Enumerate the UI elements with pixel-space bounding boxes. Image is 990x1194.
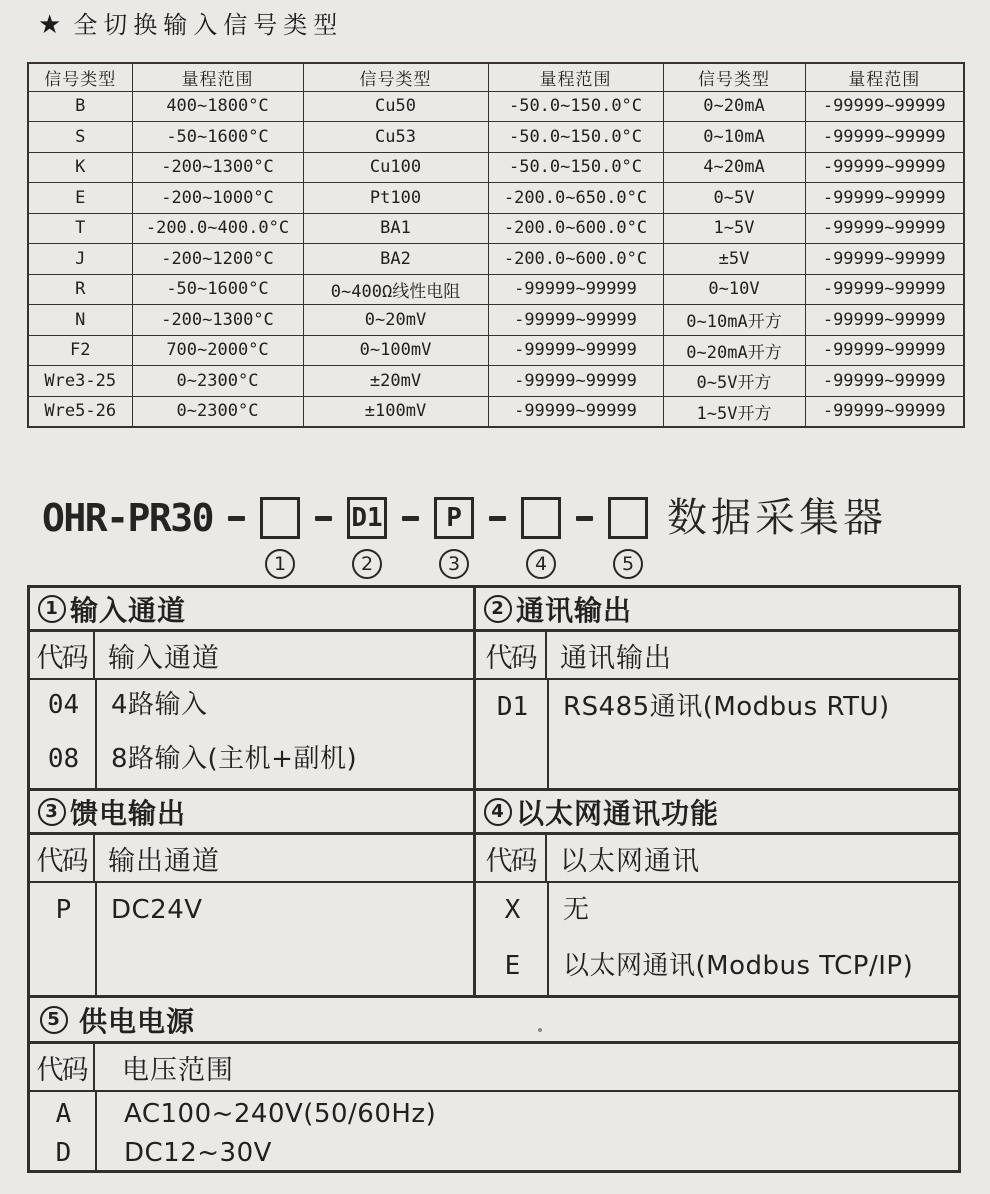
section-title bbox=[30, 998, 958, 1044]
section-title-text: 以太网通讯功能 bbox=[516, 796, 720, 830]
section-input-channel bbox=[30, 588, 473, 788]
signal-cell: Cu53 bbox=[303, 122, 488, 153]
circled-number-2-icon: 2 bbox=[352, 549, 382, 579]
signal-cell: -50.0~150.0°C bbox=[488, 152, 663, 183]
signal-cell: -99999~99999 bbox=[805, 274, 964, 305]
option-code: D1 bbox=[496, 692, 529, 722]
signal-cell: -99999~99999 bbox=[805, 122, 964, 153]
signal-cell: -99999~99999 bbox=[805, 183, 964, 214]
section-title bbox=[476, 791, 958, 835]
signal-column-header: 量程范围 bbox=[132, 63, 303, 91]
model-segment-5 bbox=[608, 497, 648, 579]
circled-number-4-icon: 4 bbox=[526, 549, 556, 579]
section-title-text: 输入通道 bbox=[70, 593, 187, 627]
circled-number-3-icon: 3 bbox=[38, 798, 66, 826]
section-header-row bbox=[476, 632, 958, 680]
dash-separator bbox=[489, 516, 506, 521]
signal-cell: 0~400Ω线性电阻 bbox=[303, 274, 488, 305]
option-row bbox=[30, 1136, 958, 1170]
option-code: 04 bbox=[47, 690, 80, 720]
signal-table-header-row bbox=[28, 63, 964, 91]
signal-row bbox=[28, 274, 964, 305]
section-power-supply bbox=[30, 998, 958, 1170]
signal-cell: -99999~99999 bbox=[805, 213, 964, 244]
option-code: D bbox=[55, 1138, 72, 1168]
column-divider bbox=[95, 883, 97, 995]
signal-row bbox=[28, 396, 964, 427]
signal-row bbox=[28, 335, 964, 366]
model-segment-4 bbox=[521, 497, 561, 579]
ordering-band-3 bbox=[30, 998, 958, 1170]
signal-cell: 0~10mA开方 bbox=[663, 305, 805, 336]
signal-cell: -99999~99999 bbox=[488, 335, 663, 366]
signal-cell: 0~10mA bbox=[663, 122, 805, 153]
signal-cell: -200~1300°C bbox=[132, 152, 303, 183]
signal-cell: 1~5V开方 bbox=[663, 396, 805, 427]
signal-cell: ±20mV bbox=[303, 366, 488, 397]
model-ordering-diagram bbox=[42, 490, 887, 579]
circled-number-4-icon: 4 bbox=[484, 798, 512, 826]
signal-cell: 0~5V bbox=[663, 183, 805, 214]
signal-type-table bbox=[27, 62, 965, 428]
page-title-text: 全切换输入信号类型 bbox=[73, 11, 344, 39]
model-prefix: OHR-PR30 bbox=[42, 496, 214, 540]
signal-row bbox=[28, 91, 964, 122]
model-box-5 bbox=[608, 497, 648, 539]
signal-cell: 4~20mA bbox=[663, 152, 805, 183]
signal-cell: 1~5V bbox=[663, 213, 805, 244]
signal-cell: N bbox=[28, 305, 132, 336]
signal-cell: Cu100 bbox=[303, 152, 488, 183]
signal-cell: Pt100 bbox=[303, 183, 488, 214]
model-box-1 bbox=[260, 497, 300, 539]
signal-cell: -200.0~650.0°C bbox=[488, 183, 663, 214]
signal-cell: 0~2300°C bbox=[132, 366, 303, 397]
section-title bbox=[476, 588, 958, 632]
section-body bbox=[476, 883, 958, 995]
section-title-text: 供电电源 bbox=[79, 1004, 196, 1038]
label-column-header: 通讯输出 bbox=[560, 642, 672, 674]
page-title bbox=[38, 8, 343, 42]
signal-cell: 0~20mA bbox=[663, 91, 805, 122]
model-segment-2 bbox=[347, 497, 387, 579]
signal-column-header: 信号类型 bbox=[663, 63, 805, 91]
signal-cell: F2 bbox=[28, 335, 132, 366]
signal-cell: BA2 bbox=[303, 244, 488, 275]
option-label: AC100~240V(50/60Hz) bbox=[124, 1099, 437, 1129]
signal-cell: -99999~99999 bbox=[805, 244, 964, 275]
section-title bbox=[30, 588, 473, 632]
signal-row bbox=[28, 152, 964, 183]
code-column-header: 代码 bbox=[476, 835, 547, 881]
circled-number-1-icon: 1 bbox=[38, 595, 66, 623]
option-code: E bbox=[504, 951, 521, 981]
option-code: X bbox=[504, 895, 521, 925]
signal-cell: -99999~99999 bbox=[488, 305, 663, 336]
section-title-text: 通讯输出 bbox=[516, 593, 633, 627]
option-label: 以太网通讯(Modbus TCP/IP) bbox=[563, 951, 914, 981]
signal-cell: -99999~99999 bbox=[488, 396, 663, 427]
option-label: 无 bbox=[563, 895, 590, 925]
signal-row bbox=[28, 183, 964, 214]
section-header-row bbox=[30, 1044, 958, 1092]
signal-cell: 700~2000°C bbox=[132, 335, 303, 366]
section-transmitter-power bbox=[30, 791, 473, 995]
signal-row bbox=[28, 244, 964, 275]
signal-cell: E bbox=[28, 183, 132, 214]
signal-cell: 0~10V bbox=[663, 274, 805, 305]
signal-column-header: 信号类型 bbox=[28, 63, 132, 91]
signal-cell: B bbox=[28, 91, 132, 122]
signal-cell: 400~1800°C bbox=[132, 91, 303, 122]
signal-cell: Wre5-26 bbox=[28, 396, 132, 427]
signal-cell: T bbox=[28, 213, 132, 244]
signal-cell: BA1 bbox=[303, 213, 488, 244]
code-column-header: 代码 bbox=[30, 632, 95, 678]
column-divider bbox=[547, 680, 549, 788]
signal-cell: -99999~99999 bbox=[805, 152, 964, 183]
model-segment-1 bbox=[260, 497, 300, 579]
circled-number-5-icon: 5 bbox=[613, 549, 643, 579]
signal-cell: -200.0~400.0°C bbox=[132, 213, 303, 244]
signal-cell: -200~1300°C bbox=[132, 305, 303, 336]
section-body bbox=[30, 1092, 958, 1170]
code-column-header: 代码 bbox=[30, 835, 95, 881]
label-column-header: 输出通道 bbox=[108, 845, 220, 877]
section-body bbox=[30, 680, 473, 788]
option-code: A bbox=[55, 1099, 72, 1129]
section-body bbox=[476, 680, 958, 788]
signal-cell: -50.0~150.0°C bbox=[488, 122, 663, 153]
signal-cell: -99999~99999 bbox=[805, 91, 964, 122]
section-title bbox=[30, 791, 473, 835]
option-label: RS485通讯(Modbus RTU) bbox=[563, 692, 890, 722]
column-divider bbox=[95, 1092, 97, 1170]
model-segment-3 bbox=[434, 497, 474, 579]
signal-column-header: 量程范围 bbox=[488, 63, 663, 91]
ordering-band-1 bbox=[30, 588, 958, 791]
signal-cell: 0~20mV bbox=[303, 305, 488, 336]
dash-separator bbox=[402, 516, 419, 521]
signal-cell: J bbox=[28, 244, 132, 275]
label-column-header: 以太网通讯 bbox=[560, 845, 700, 877]
model-suffix: 数据采集器 bbox=[667, 495, 888, 541]
model-box-2: D1 bbox=[347, 497, 387, 539]
section-title-text: 馈电输出 bbox=[70, 796, 187, 830]
model-box-3: P bbox=[434, 497, 474, 539]
signal-cell: -99999~99999 bbox=[805, 335, 964, 366]
signal-row bbox=[28, 366, 964, 397]
signal-cell: 0~5V开方 bbox=[663, 366, 805, 397]
label-column-header: 电压范围 bbox=[122, 1054, 234, 1086]
circled-number-1-icon: 1 bbox=[265, 549, 295, 579]
signal-cell: Wre3-25 bbox=[28, 366, 132, 397]
option-label: DC12~30V bbox=[124, 1138, 272, 1168]
dash-separator bbox=[228, 516, 245, 521]
signal-column-header: 量程范围 bbox=[805, 63, 964, 91]
circled-number-2-icon: 2 bbox=[484, 595, 512, 623]
column-divider bbox=[95, 680, 97, 788]
option-label: DC24V bbox=[111, 895, 203, 925]
signal-cell: -200.0~600.0°C bbox=[488, 244, 663, 275]
circled-number-3-icon: 3 bbox=[439, 549, 469, 579]
signal-cell: -50~1600°C bbox=[132, 122, 303, 153]
print-artifact-dot bbox=[538, 1028, 542, 1032]
signal-cell: -99999~99999 bbox=[805, 396, 964, 427]
signal-cell: 0~2300°C bbox=[132, 396, 303, 427]
signal-cell: -99999~99999 bbox=[805, 366, 964, 397]
signal-cell: -50.0~150.0°C bbox=[488, 91, 663, 122]
signal-cell: -200.0~600.0°C bbox=[488, 213, 663, 244]
signal-cell: -200~1200°C bbox=[132, 244, 303, 275]
signal-cell: 0~100mV bbox=[303, 335, 488, 366]
signal-cell: -50~1600°C bbox=[132, 274, 303, 305]
signal-cell: R bbox=[28, 274, 132, 305]
signal-cell: -200~1000°C bbox=[132, 183, 303, 214]
signal-table-body bbox=[28, 91, 964, 427]
star-icon: ★ bbox=[38, 10, 62, 40]
column-divider bbox=[547, 883, 549, 995]
dash-separator bbox=[576, 516, 593, 521]
section-ethernet bbox=[476, 791, 958, 995]
circled-number-5-icon: 5 bbox=[40, 1006, 68, 1034]
signal-column-header: 信号类型 bbox=[303, 63, 488, 91]
dash-separator bbox=[315, 516, 332, 521]
section-header-row bbox=[30, 632, 473, 680]
signal-cell: K bbox=[28, 152, 132, 183]
section-body bbox=[30, 883, 473, 995]
label-column-header: 输入通道 bbox=[108, 642, 220, 674]
signal-cell: Cu50 bbox=[303, 91, 488, 122]
signal-row bbox=[28, 122, 964, 153]
signal-cell: -99999~99999 bbox=[488, 366, 663, 397]
code-column-header: 代码 bbox=[476, 632, 547, 678]
signal-cell: ±100mV bbox=[303, 396, 488, 427]
option-row bbox=[30, 1092, 958, 1136]
signal-cell: 0~20mA开方 bbox=[663, 335, 805, 366]
model-box-4 bbox=[521, 497, 561, 539]
section-header-row bbox=[30, 835, 473, 883]
signal-row bbox=[28, 213, 964, 244]
signal-cell: -99999~99999 bbox=[805, 305, 964, 336]
ordering-table bbox=[27, 585, 961, 1173]
section-comm-output bbox=[476, 588, 958, 788]
code-column-header: 代码 bbox=[30, 1044, 95, 1090]
option-code: P bbox=[55, 895, 72, 925]
signal-cell: ±5V bbox=[663, 244, 805, 275]
option-code: 08 bbox=[47, 744, 80, 774]
ordering-band-2 bbox=[30, 791, 958, 998]
option-label: 4路输入 bbox=[111, 690, 208, 720]
signal-row bbox=[28, 305, 964, 336]
signal-cell: -99999~99999 bbox=[488, 274, 663, 305]
option-label: 8路输入(主机+副机) bbox=[111, 744, 358, 774]
section-header-row bbox=[476, 835, 958, 883]
signal-cell: S bbox=[28, 122, 132, 153]
